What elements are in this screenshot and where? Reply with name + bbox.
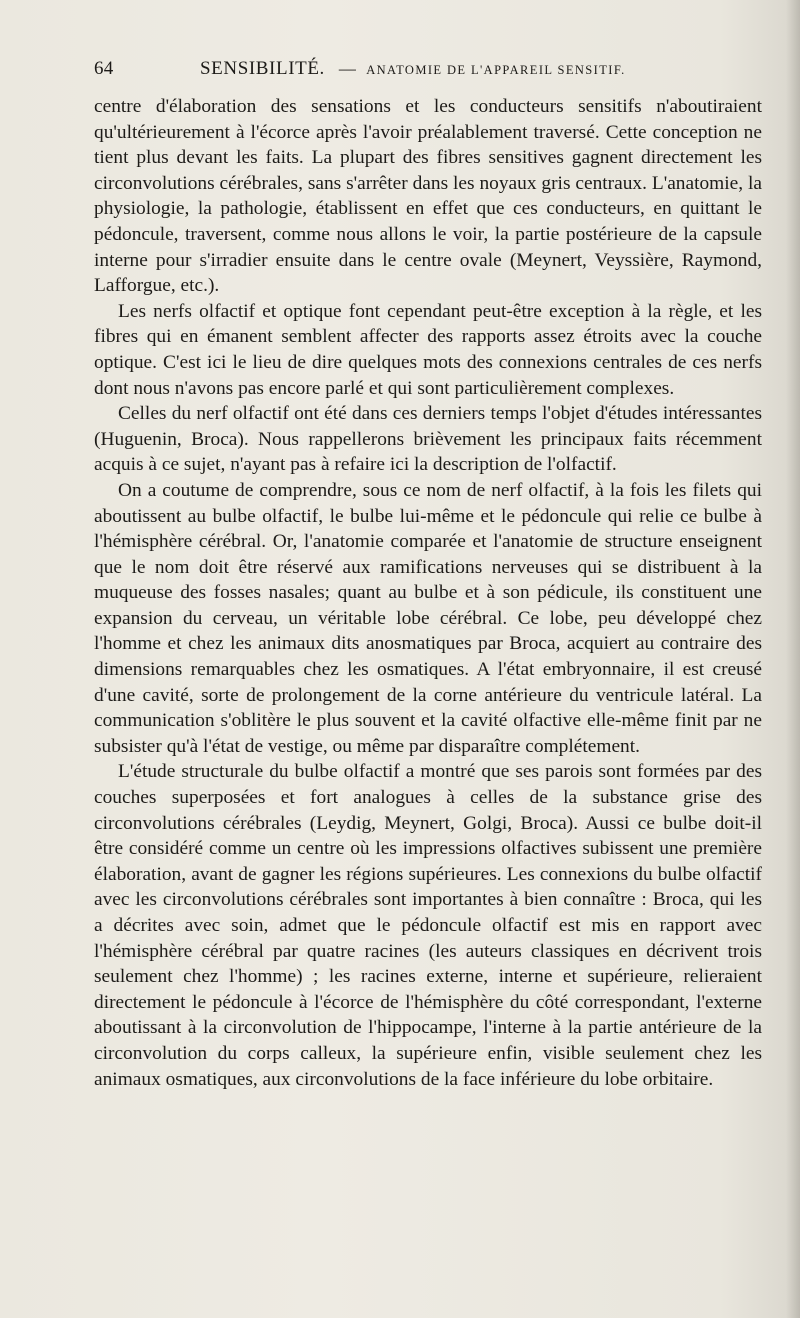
- paragraph: Les nerfs olfactif et optique font cependant peut-être exception à la règle, et les fibres qui en émanent semblent affecter des rapports assez étroits avec la couche optique. C'est ici le lieu de dire quelques mots des connexions centrales de ces nerfs dont nous n'avons pas encore parlé et qui sont particulièrement complexes.: [94, 300, 762, 399]
- running-head-dash: —: [338, 59, 357, 78]
- running-head-subtitle: ANATOMIE DE L'APPAREIL SENSITIF.: [366, 63, 626, 77]
- running-head-title: SENSIBILITÉ.: [200, 58, 325, 79]
- paragraph: Celles du nerf olfactif ont été dans ces derniers temps l'objet d'études intéressantes (Huguenin, Broca). Nous rappellerons brièvement les principaux faits récemment acquis à ce sujet, n'ayant pas à refaire ici la description de l'olfactif.: [94, 403, 762, 476]
- page-edge-shadow: [786, 0, 800, 1318]
- running-head: [94, 58, 762, 84]
- paragraph: centre d'élaboration des sensations et les conducteurs sensitifs n'aboutiraient qu'ultérieurement à l'écorce après l'avoir préalablement traversé. Cette conception ne tient plus devant les faits. La plupart des fibres sensitives gagnent directement les circonvolutions cérébrales, sans s'arrêter dans les noyaux gris centraux. L'anatomie, la physiologie, la pathologie, établissent en effet que ces conducteurs, en quittant le pédoncule, traversent, comme nous allons le voir, la partie postérieure de la capsule interne pour s'irradier ensuite dans le centre ovale (Meynert, Veyssière, Raymond, Lafforgue, etc.).: [94, 96, 762, 297]
- page-number: 64: [94, 58, 114, 79]
- paragraph: L'étude structurale du bulbe olfactif a montré que ses parois sont formées par des couches superposées et fort analogues à celles de la substance grise des circonvolutions cérébrales (Leydig, Meynert, Golgi, Broca). Aussi ce bulbe doit-il être considéré comme un centre où les impressions olfactives subissent une première élaboration, avant de gagner les régions supérieures. Les connexions du bulbe olfactif avec les circonvolutions cérébrales sont importantes à bien connaître : Broca, qui les a décrites avec soin, admet que le pédoncule olfactif est mis en rapport avec l'hémisphère cérébral par quatre racines (les auteurs classiques en décrivent trois seulement chez l'homme) ; les racines externe, interne et supérieure, relieraient directement le pédoncule à l'écorce de l'hémisphère du côté correspondant, l'externe aboutissant à la circonvolution de l'hippocampe, l'interne à la partie antérieure de la circonvolution du corps calleux, la supérieure enfin, visible seulement chez les animaux osmatiques, aux circonvolutions de la face inférieure du lobe orbitaire.: [94, 761, 762, 1090]
- body-text: [94, 94, 762, 1092]
- paragraph: On a coutume de comprendre, sous ce nom de nerf olfactif, à la fois les filets qui aboutissent au bulbe olfactif, le bulbe lui-même et le pédoncule qui relie ce bulbe à l'hémisphère cérébral. Or, l'anatomie comparée et l'anatomie de structure enseignent que le nom doit être réservé aux ramifications nerveuses qui se distribuent à la muqueuse des fosses nasales; quant au bulbe et à son pédicule, ils constituent une expansion du cerveau, un véritable lobe cérébral. Ce lobe, peu développé chez l'homme et chez les animaux dits anosmatiques par Broca, acquiert au contraire des dimensions remarquables chez les osmatiques. A l'état embryonnaire, il est creusé d'une cavité, sorte de prolongement de la corne antérieure du ventricule latéral. La communication s'oblitère le plus souvent et la cavité olfactive elle-même finit par ne subsister qu'à l'état de vestige, ou même par disparaître complétement.: [94, 479, 762, 757]
